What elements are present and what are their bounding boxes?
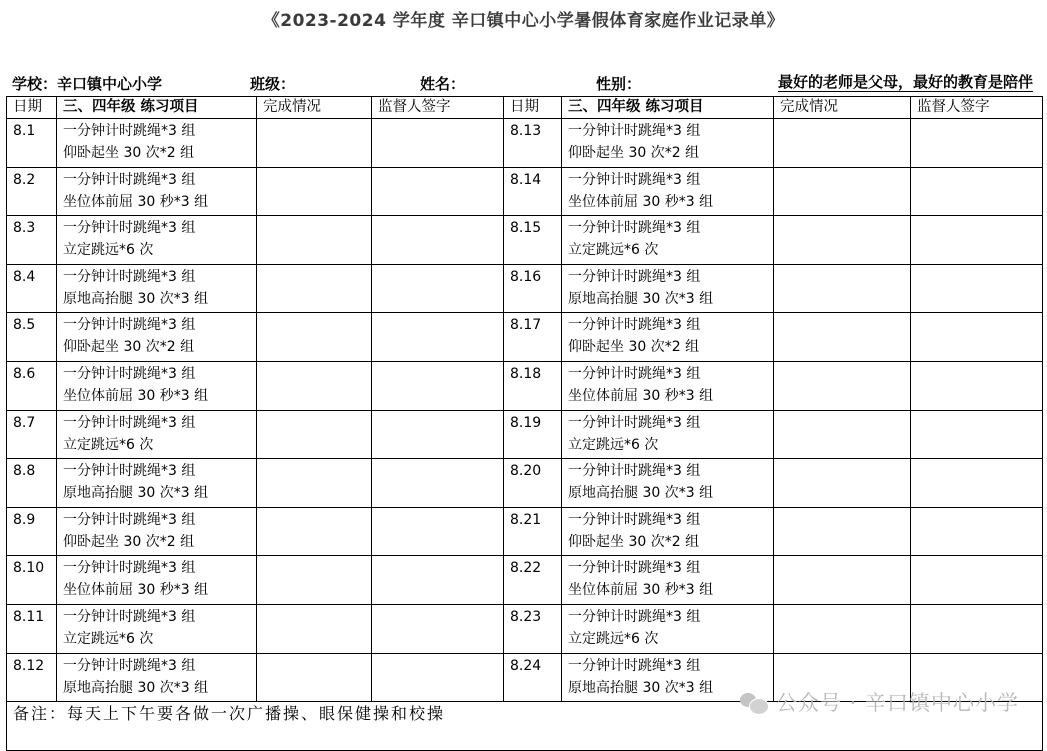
project-line-2: 坐位体前屈 30 秒*3 组 bbox=[568, 582, 714, 599]
header-date: 日期 bbox=[504, 97, 562, 119]
status-cell[interactable] bbox=[774, 119, 911, 168]
status-cell[interactable] bbox=[774, 167, 911, 216]
project-line-1: 一分钟计时跳绳*3 组 bbox=[568, 657, 701, 674]
project-cell bbox=[562, 604, 774, 653]
date-cell: 8.18 bbox=[504, 361, 562, 410]
project-line-2: 立定跳远*6 次 bbox=[568, 436, 659, 453]
project-cell bbox=[57, 459, 257, 508]
date-cell: 8.14 bbox=[504, 167, 562, 216]
signature-cell[interactable] bbox=[911, 167, 1043, 216]
project-line-2: 原地高抬腿 30 次*3 组 bbox=[568, 290, 714, 307]
project-cell bbox=[562, 313, 774, 362]
signature-cell[interactable] bbox=[372, 556, 504, 605]
status-cell[interactable] bbox=[257, 556, 372, 605]
signature-cell[interactable] bbox=[372, 361, 504, 410]
signature-cell[interactable] bbox=[911, 604, 1043, 653]
table-row bbox=[7, 556, 1043, 605]
table-body bbox=[7, 119, 1043, 702]
name-field: 姓名： bbox=[420, 75, 466, 93]
project-line-2: 坐位体前屈 30 秒*3 组 bbox=[63, 582, 209, 599]
wechat-icon bbox=[740, 691, 768, 713]
signature-cell[interactable] bbox=[372, 119, 504, 168]
project-line-1: 一分钟计时跳绳*3 组 bbox=[568, 560, 701, 577]
project-line-2: 原地高抬腿 30 次*3 组 bbox=[63, 290, 209, 307]
header-date: 日期 bbox=[7, 97, 57, 119]
project-line-1: 一分钟计时跳绳*3 组 bbox=[63, 608, 196, 625]
project-line-2: 立定跳远*6 次 bbox=[568, 630, 659, 647]
project-line-2: 立定跳远*6 次 bbox=[63, 630, 154, 647]
project-cell bbox=[57, 604, 257, 653]
date-cell: 8.1 bbox=[7, 119, 57, 168]
project-line-1: 一分钟计时跳绳*3 组 bbox=[63, 414, 196, 431]
table-row bbox=[7, 264, 1043, 313]
table-row bbox=[7, 604, 1043, 653]
note-text: 备注：每天上下午要各做一次广播操、眼保健操和校操 bbox=[7, 702, 1043, 751]
table-row bbox=[7, 361, 1043, 410]
project-line-2: 仰卧起坐 30 次*2 组 bbox=[63, 533, 195, 550]
date-cell: 8.7 bbox=[7, 410, 57, 459]
signature-cell[interactable] bbox=[372, 507, 504, 556]
project-cell bbox=[57, 119, 257, 168]
project-line-1: 一分钟计时跳绳*3 组 bbox=[568, 511, 701, 528]
status-cell[interactable] bbox=[257, 507, 372, 556]
project-line-2: 立定跳远*6 次 bbox=[568, 242, 659, 259]
project-line-1: 一分钟计时跳绳*3 组 bbox=[63, 511, 196, 528]
table-row bbox=[7, 167, 1043, 216]
project-line-1: 一分钟计时跳绳*3 组 bbox=[63, 268, 196, 285]
project-line-1: 一分钟计时跳绳*3 组 bbox=[63, 123, 196, 139]
status-cell[interactable] bbox=[257, 119, 372, 168]
project-line-1: 一分钟计时跳绳*3 组 bbox=[63, 463, 196, 480]
project-line-2: 立定跳远*6 次 bbox=[63, 436, 154, 453]
project-line-2: 原地高抬腿 30 次*3 组 bbox=[63, 679, 209, 696]
project-line-1: 一分钟计时跳绳*3 组 bbox=[568, 317, 701, 334]
status-cell[interactable] bbox=[257, 167, 372, 216]
signature-cell[interactable] bbox=[372, 604, 504, 653]
project-line-2: 仰卧起坐 30 次*2 组 bbox=[568, 339, 700, 356]
project-line-2: 仰卧起坐 30 次*2 组 bbox=[568, 533, 700, 550]
project-cell bbox=[562, 459, 774, 508]
project-line-1: 一分钟计时跳绳*3 组 bbox=[568, 268, 701, 285]
project-line-1: 一分钟计时跳绳*3 组 bbox=[63, 171, 196, 188]
class-field: 班级： bbox=[250, 75, 296, 93]
date-cell: 8.20 bbox=[504, 459, 562, 508]
table-row bbox=[7, 459, 1043, 508]
signature-cell[interactable] bbox=[911, 459, 1043, 508]
project-line-1: 一分钟计时跳绳*3 组 bbox=[63, 657, 196, 674]
project-line-1: 一分钟计时跳绳*3 组 bbox=[568, 220, 701, 237]
date-cell: 8.9 bbox=[7, 507, 57, 556]
status-cell[interactable] bbox=[257, 653, 372, 702]
header-project: 三、四年级 练习项目 bbox=[562, 97, 774, 119]
date-cell: 8.5 bbox=[7, 313, 57, 362]
record-table bbox=[6, 96, 1043, 751]
date-cell: 8.8 bbox=[7, 459, 57, 508]
project-line-2: 立定跳远*6 次 bbox=[63, 242, 154, 259]
date-cell: 8.2 bbox=[7, 167, 57, 216]
project-cell bbox=[562, 119, 774, 168]
status-cell[interactable] bbox=[257, 264, 372, 313]
watermark-text: 公众号 · 辛口镇中心小学 bbox=[775, 691, 1019, 715]
status-cell[interactable] bbox=[774, 507, 911, 556]
status-cell[interactable] bbox=[774, 410, 911, 459]
date-cell: 8.22 bbox=[504, 556, 562, 605]
project-cell bbox=[562, 410, 774, 459]
signature-cell[interactable] bbox=[911, 264, 1043, 313]
project-cell bbox=[57, 410, 257, 459]
status-cell[interactable] bbox=[774, 313, 911, 362]
project-line-1: 一分钟计时跳绳*3 组 bbox=[568, 171, 701, 188]
project-cell bbox=[562, 167, 774, 216]
status-cell[interactable] bbox=[257, 410, 372, 459]
project-line-1: 一分钟计时跳绳*3 组 bbox=[63, 317, 196, 334]
date-cell: 8.23 bbox=[504, 604, 562, 653]
project-cell bbox=[57, 313, 257, 362]
signature-cell[interactable] bbox=[911, 216, 1043, 265]
table-row bbox=[7, 507, 1043, 556]
signature-cell[interactable] bbox=[911, 119, 1043, 168]
signature-cell[interactable] bbox=[372, 264, 504, 313]
status-cell[interactable] bbox=[774, 361, 911, 410]
project-line-1: 一分钟计时跳绳*3 组 bbox=[568, 123, 701, 139]
gender-field: 性别： bbox=[596, 75, 642, 93]
status-cell[interactable] bbox=[774, 264, 911, 313]
date-cell: 8.21 bbox=[504, 507, 562, 556]
project-line-2: 坐位体前屈 30 秒*3 组 bbox=[568, 387, 714, 404]
date-cell: 8.4 bbox=[7, 264, 57, 313]
date-cell: 8.13 bbox=[504, 119, 562, 168]
date-cell: 8.6 bbox=[7, 361, 57, 410]
project-cell bbox=[57, 556, 257, 605]
signature-cell[interactable] bbox=[372, 216, 504, 265]
project-line-2: 坐位体前屈 30 秒*3 组 bbox=[568, 193, 714, 210]
status-cell[interactable] bbox=[774, 459, 911, 508]
signature-cell[interactable] bbox=[911, 313, 1043, 362]
project-cell bbox=[57, 216, 257, 265]
signature-cell[interactable] bbox=[372, 410, 504, 459]
page-title: 《2023-2024 学年度 辛口镇中心小学暑假体育家庭作业记录单》 bbox=[262, 11, 785, 31]
project-line-1: 一分钟计时跳绳*3 组 bbox=[63, 220, 196, 237]
project-line-1: 一分钟计时跳绳*3 组 bbox=[63, 560, 196, 577]
project-line-2: 仰卧起坐 30 次*2 组 bbox=[63, 145, 195, 161]
status-cell[interactable] bbox=[774, 556, 911, 605]
status-cell[interactable] bbox=[774, 604, 911, 653]
signature-cell[interactable] bbox=[372, 167, 504, 216]
project-line-2: 坐位体前屈 30 秒*3 组 bbox=[63, 387, 209, 404]
project-line-1: 一分钟计时跳绳*3 组 bbox=[568, 365, 701, 382]
project-line-1: 一分钟计时跳绳*3 组 bbox=[568, 414, 701, 431]
status-cell[interactable] bbox=[257, 216, 372, 265]
date-cell: 8.17 bbox=[504, 313, 562, 362]
signature-cell[interactable] bbox=[911, 556, 1043, 605]
project-line-2: 原地高抬腿 30 次*3 组 bbox=[568, 485, 714, 502]
table-row bbox=[7, 410, 1043, 459]
header-status: 完成情况 bbox=[257, 97, 372, 119]
table-row bbox=[7, 313, 1043, 362]
header-signature: 监督人签字 bbox=[372, 97, 504, 119]
date-cell: 8.12 bbox=[7, 653, 57, 702]
header-signature: 监督人签字 bbox=[911, 97, 1043, 119]
signature-cell[interactable] bbox=[911, 507, 1043, 556]
status-cell[interactable] bbox=[774, 216, 911, 265]
school-field: 学校：辛口镇中心小学 bbox=[12, 75, 163, 93]
signature-cell[interactable] bbox=[911, 361, 1043, 410]
project-cell bbox=[562, 507, 774, 556]
date-cell: 8.11 bbox=[7, 604, 57, 653]
project-cell bbox=[57, 264, 257, 313]
signature-cell[interactable] bbox=[372, 653, 504, 702]
project-cell bbox=[562, 556, 774, 605]
header-status: 完成情况 bbox=[774, 97, 911, 119]
date-cell: 8.15 bbox=[504, 216, 562, 265]
project-cell bbox=[562, 361, 774, 410]
project-cell bbox=[57, 507, 257, 556]
project-cell bbox=[57, 653, 257, 702]
signature-cell[interactable] bbox=[911, 410, 1043, 459]
project-cell bbox=[562, 216, 774, 265]
project-line-1: 一分钟计时跳绳*3 组 bbox=[568, 608, 701, 625]
date-cell: 8.3 bbox=[7, 216, 57, 265]
date-cell: 8.24 bbox=[504, 653, 562, 702]
project-cell bbox=[57, 361, 257, 410]
project-line-1: 一分钟计时跳绳*3 组 bbox=[63, 365, 196, 382]
status-cell[interactable] bbox=[257, 361, 372, 410]
table-row bbox=[7, 216, 1043, 265]
date-cell: 8.10 bbox=[7, 556, 57, 605]
status-cell[interactable] bbox=[257, 313, 372, 362]
project-cell bbox=[57, 167, 257, 216]
table-row bbox=[7, 119, 1043, 168]
project-line-1: 一分钟计时跳绳*3 组 bbox=[568, 463, 701, 480]
project-line-2: 原地高抬腿 30 次*3 组 bbox=[568, 679, 714, 696]
date-cell: 8.19 bbox=[504, 410, 562, 459]
project-line-2: 仰卧起坐 30 次*2 组 bbox=[63, 339, 195, 356]
header-project: 三、四年级 练习项目 bbox=[57, 97, 257, 119]
status-cell[interactable] bbox=[257, 459, 372, 508]
status-cell[interactable] bbox=[257, 604, 372, 653]
project-cell bbox=[562, 264, 774, 313]
signature-cell[interactable] bbox=[372, 313, 504, 362]
date-cell: 8.16 bbox=[504, 264, 562, 313]
motto: 最好的老师是父母，最好的教育是陪伴 bbox=[777, 73, 1033, 91]
header-row bbox=[7, 97, 1043, 119]
project-line-2: 原地高抬腿 30 次*3 组 bbox=[63, 485, 209, 502]
project-line-2: 仰卧起坐 30 次*2 组 bbox=[568, 145, 700, 161]
watermark bbox=[740, 687, 1019, 717]
project-line-2: 坐位体前屈 30 秒*3 组 bbox=[63, 193, 209, 210]
signature-cell[interactable] bbox=[372, 459, 504, 508]
